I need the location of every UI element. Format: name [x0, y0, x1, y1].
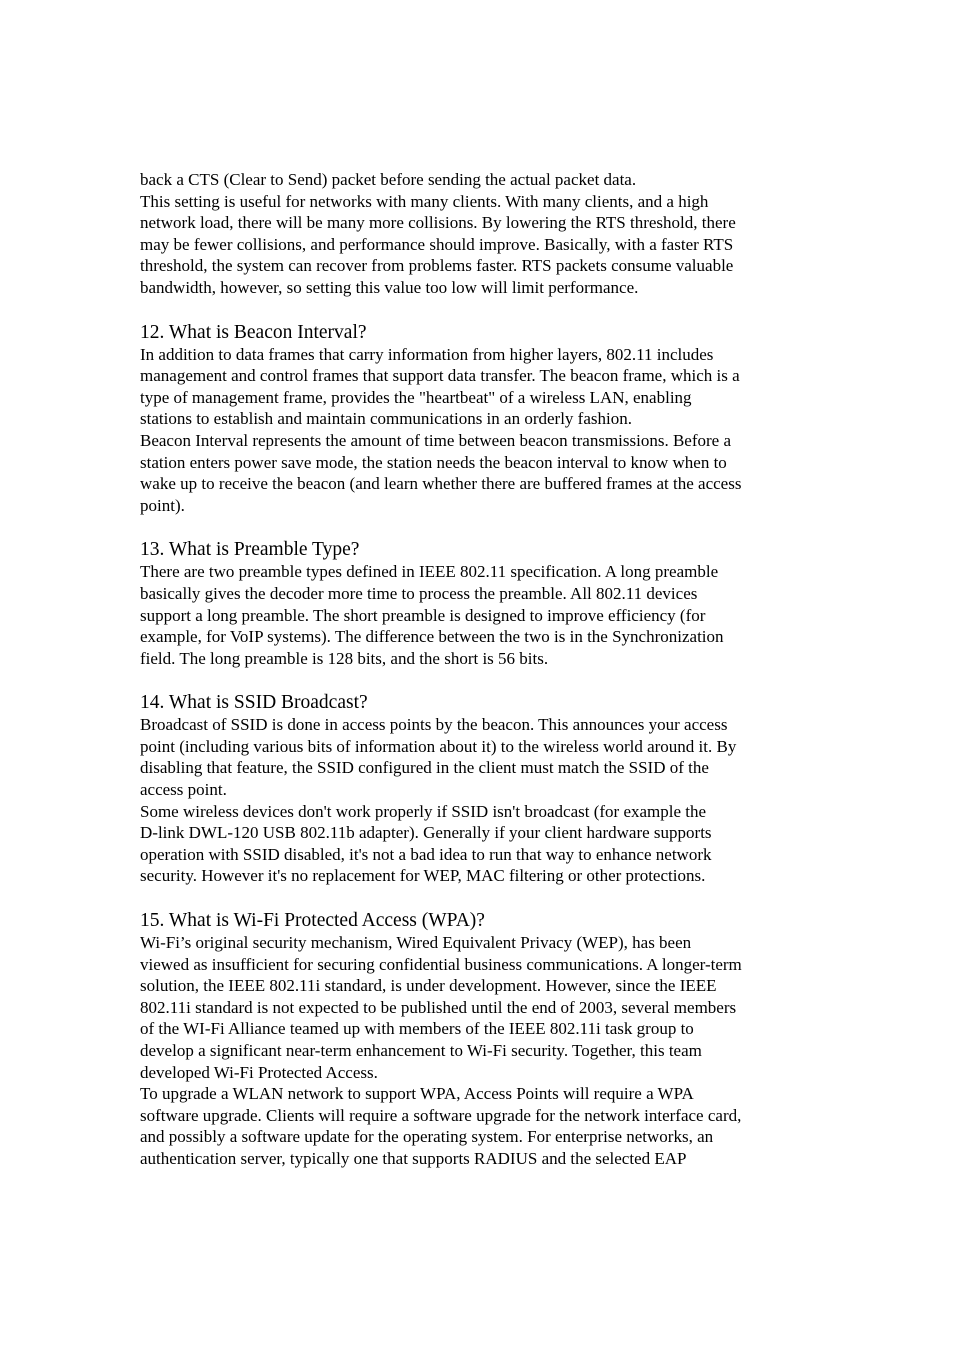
text-line: field. The long preamble is 128 bits, and the short is 56 bits. [140, 648, 549, 668]
text-line: may be fewer collisions, and performance should improve. Basically, with a faster RTS [140, 234, 734, 254]
text-line: access point. [140, 780, 227, 800]
text-line: example, for VoIP systems). The difference between the two is in the Synchronization [140, 627, 724, 647]
text-line: This setting is useful for networks with many clients. With many clients, and a high [140, 191, 709, 211]
text-line: 802.11i standard is not expected to be published until the end of 2003, several members [140, 997, 737, 1017]
text-line: support a long preamble. The short preamble is designed to improve efficiency (for [140, 605, 706, 625]
text-line: D-link DWL-120 USB 802.11b adapter). Generally if your client hardware supports [140, 823, 712, 843]
section-gap [140, 887, 812, 909]
text-line: type of management frame, provides the "heartbeat" of a wireless LAN, enabling [140, 387, 692, 407]
text-line: disabling that feature, the SSID configured in the client must match the SSID of the [140, 758, 709, 778]
text-line: security. However it's no replacement for WEP, MAC filtering or other protections. [140, 866, 706, 886]
text-line: authentication server, typically one that supports RADIUS and the selected EAP [140, 1148, 687, 1168]
text-line: develop a significant near-term enhancement to Wi-Fi security. Together, this team [140, 1041, 702, 1060]
section-preamble-type [140, 538, 812, 669]
text-line: basically gives the decoder more time to process the preamble. All 802.11 devices [140, 583, 698, 603]
text-line: Broadcast of SSID is done in access points by the beacon. This announces your access [140, 715, 728, 735]
section-gap [140, 516, 812, 538]
text-line: Wi-Fi’s original security mechanism, Wired Equivalent Privacy (WEP), has been [140, 933, 692, 953]
text-line: management and control frames that support data transfer. The beacon frame, which is a [140, 366, 740, 386]
text-line: In addition to data frames that carry information from higher layers, 802.11 includes [140, 344, 714, 364]
section-gap [140, 299, 812, 321]
text-line: developed Wi-Fi Protected Access. [140, 1062, 378, 1082]
text-line: bandwidth, however, so setting this value too low will limit performance. [140, 277, 639, 297]
text-line: and possibly a software update for the operating system. For enterprise networks, an [140, 1127, 714, 1147]
section-beacon-interval [140, 321, 812, 517]
section-heading: 14. What is SSID Broadcast? [140, 692, 368, 714]
text-line: network load, there will be many more collisions. By lowering the RTS threshold, there [140, 213, 736, 233]
section-gap [140, 669, 812, 691]
text-line: point). [140, 495, 185, 515]
intro-paragraph [140, 169, 812, 299]
section-ssid-broadcast [140, 691, 812, 887]
text-line: station enters power save mode, the station needs the beacon interval to know when to [140, 452, 727, 472]
text-line: There are two preamble types defined in IEEE 802.11 specification. A long preamble [140, 562, 719, 582]
text-line: back a CTS (Clear to Send) packet before sending the actual packet data. [140, 170, 637, 189]
text-line: Some wireless devices don't work properly if SSID isn't broadcast (for example the [140, 801, 707, 821]
text-line: viewed as insufficient for securing confidential business communications. A longer-term [140, 954, 742, 974]
text-line: wake up to receive the beacon (and learn whether there are buffered frames at the access [140, 474, 742, 494]
text-line: stations to establish and maintain communications in an orderly fashion. [140, 409, 632, 429]
text-line: threshold, the system can recover from problems faster. RTS packets consume valuable [140, 256, 734, 276]
text-line: Beacon Interval represents the amount of time between beacon transmissions. Before a [140, 430, 732, 450]
document-body [140, 169, 812, 1170]
section-wpa [140, 909, 812, 1170]
text-line: point (including various bits of information about it) to the wireless world around it. By [140, 736, 737, 756]
section-heading: 15. What is Wi-Fi Protected Access (WPA)? [140, 910, 485, 932]
text-line: of the WI-Fi Alliance teamed up with members of the IEEE 802.11i task group to [140, 1019, 694, 1039]
text-line: solution, the IEEE 802.11i standard, is under development. However, since the IEEE [140, 976, 717, 996]
text-line: operation with SSID disabled, it's not a bad idea to run that way to enhance network [140, 844, 712, 864]
section-heading: 13. What is Preamble Type? [140, 539, 360, 561]
text-line: software upgrade. Clients will require a software upgrade for the network interface card, [140, 1105, 742, 1125]
text-line: To upgrade a WLAN network to support WPA, Access Points will require a WPA [140, 1084, 694, 1104]
section-heading: 12. What is Beacon Interval? [140, 321, 367, 343]
